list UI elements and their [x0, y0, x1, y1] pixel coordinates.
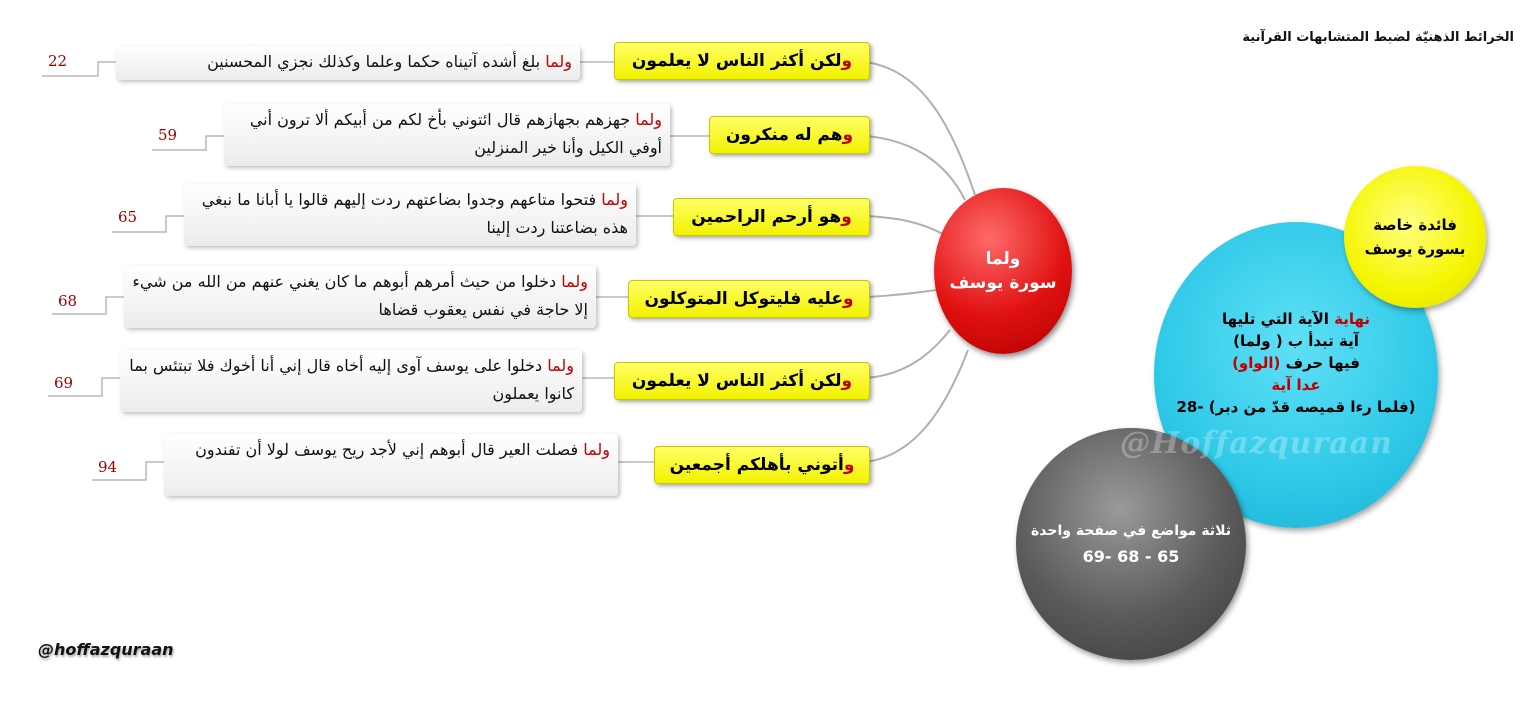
rule-line-1-red: نهاية	[1334, 310, 1371, 328]
verse-box	[224, 104, 670, 166]
connector-line	[866, 216, 945, 235]
rule-line-1: الآية التي تليها	[1221, 310, 1335, 328]
verse-number: 59	[158, 126, 178, 144]
ending-prefix: و	[843, 455, 855, 475]
verse-box	[184, 184, 636, 246]
connector-line	[866, 62, 975, 195]
ending-box	[709, 116, 870, 154]
center-line-2: سورة يوسف	[949, 273, 1057, 293]
rule-line-2: آية تبدأ ب ( ولما)	[1233, 332, 1359, 350]
connector-line	[866, 330, 950, 378]
verse-opening-word: ولما	[547, 356, 574, 375]
ending-text: لكن أكثر الناس لا يعلمون	[631, 371, 842, 391]
positions-note-circle	[1016, 428, 1246, 660]
ending-text: لكن أكثر الناس لا يعلمون	[631, 51, 842, 71]
ending-prefix: و	[842, 289, 854, 309]
connector-line	[866, 290, 936, 297]
verse-text: دخلوا من حيث أمرهم أبوهم ما كان يغني عنهم من الله من شيء إلا حاجة في نفس يعقوب قضاها	[132, 272, 588, 319]
connector-line	[866, 350, 968, 462]
verse-opening-word: ولما	[561, 272, 588, 291]
ending-box	[673, 198, 870, 236]
verse-text: بلغ أشده آتيناه حكما وعلما وكذلك نجزي المحسنين	[207, 52, 546, 71]
verse-number: 69	[54, 374, 74, 392]
special-note-circle	[1344, 166, 1486, 308]
verse-opening-word: ولما	[601, 190, 628, 209]
ending-text: هم له منكرون	[725, 125, 843, 145]
rule-note-text	[1168, 308, 1424, 418]
verse-text: فصلت العير قال أبوهم إني لأجد ريح يوسف لولا أن تفندون	[195, 440, 584, 459]
verse-opening-word: ولما	[583, 440, 610, 459]
verse-opening-word: ولما	[635, 110, 662, 129]
special-note-line-1: فائدة خاصة	[1373, 216, 1457, 234]
verse-number: 94	[98, 458, 118, 476]
ending-box	[654, 446, 870, 484]
verse-box	[116, 46, 580, 80]
verse-text: دخلوا على يوسف آوى إليه أخاه قال إني أنا أخوك فلا تبتئس بما كانوا يعملون	[129, 356, 574, 403]
ending-box	[628, 280, 870, 318]
verse-box	[164, 434, 618, 496]
verse-number: 22	[48, 52, 68, 70]
page-title: الخرائط الذهنيّة لضبط المتشابهات القرآنية	[1242, 30, 1514, 45]
verse-number: 68	[58, 292, 78, 310]
ending-prefix: و	[841, 207, 852, 227]
ending-prefix: و	[842, 125, 854, 145]
rule-line-4: عدا آية	[1271, 376, 1321, 394]
rule-line-3-red: (الواو)	[1232, 354, 1281, 372]
verse-box	[120, 350, 582, 412]
ending-text: أتوني بأهلكم أجمعين	[669, 455, 844, 475]
verse-text: جهزهم بجهازهم قال ائتوني بأخ لكم من أبيكم ألا ترون أني أوفي الكيل وأنا خير المنزلين	[249, 110, 662, 157]
verse-text: فتحوا متاعهم وجدوا بضاعتهم ردت إليهم قالوا يا أبانا ما نبغي هذه بضاعتنا ردت إلينا	[201, 190, 628, 237]
ending-prefix: و	[841, 371, 853, 391]
ending-box	[614, 362, 870, 400]
ending-box	[614, 42, 870, 80]
author-handle: @hoffazquraan	[38, 640, 174, 659]
positions-note-numbers: 65 - 68 -69	[1082, 547, 1180, 566]
watermark: @Hoffazquraan	[1120, 426, 1393, 461]
ending-text: عليه فليتوكل المتوكلون	[644, 289, 843, 309]
rule-line-5: (فلما رءا قميصه قدّ من دبر) -28	[1176, 398, 1416, 416]
positions-note-line-1: ثلاثة مواضع في صفحة واحدة	[1031, 523, 1231, 539]
verse-opening-word: ولما	[545, 52, 572, 71]
ending-prefix: و	[841, 51, 853, 71]
special-note-line-2: بسورة يوسف	[1364, 240, 1466, 258]
verse-box	[124, 266, 596, 328]
verse-number: 65	[118, 208, 138, 226]
connector-line	[866, 136, 965, 200]
center-line-1: ولما	[985, 249, 1021, 269]
rule-line-3: فيها حرف	[1280, 354, 1360, 372]
center-node	[934, 188, 1072, 354]
ending-text: هو أرحم الراحمين	[691, 207, 842, 227]
